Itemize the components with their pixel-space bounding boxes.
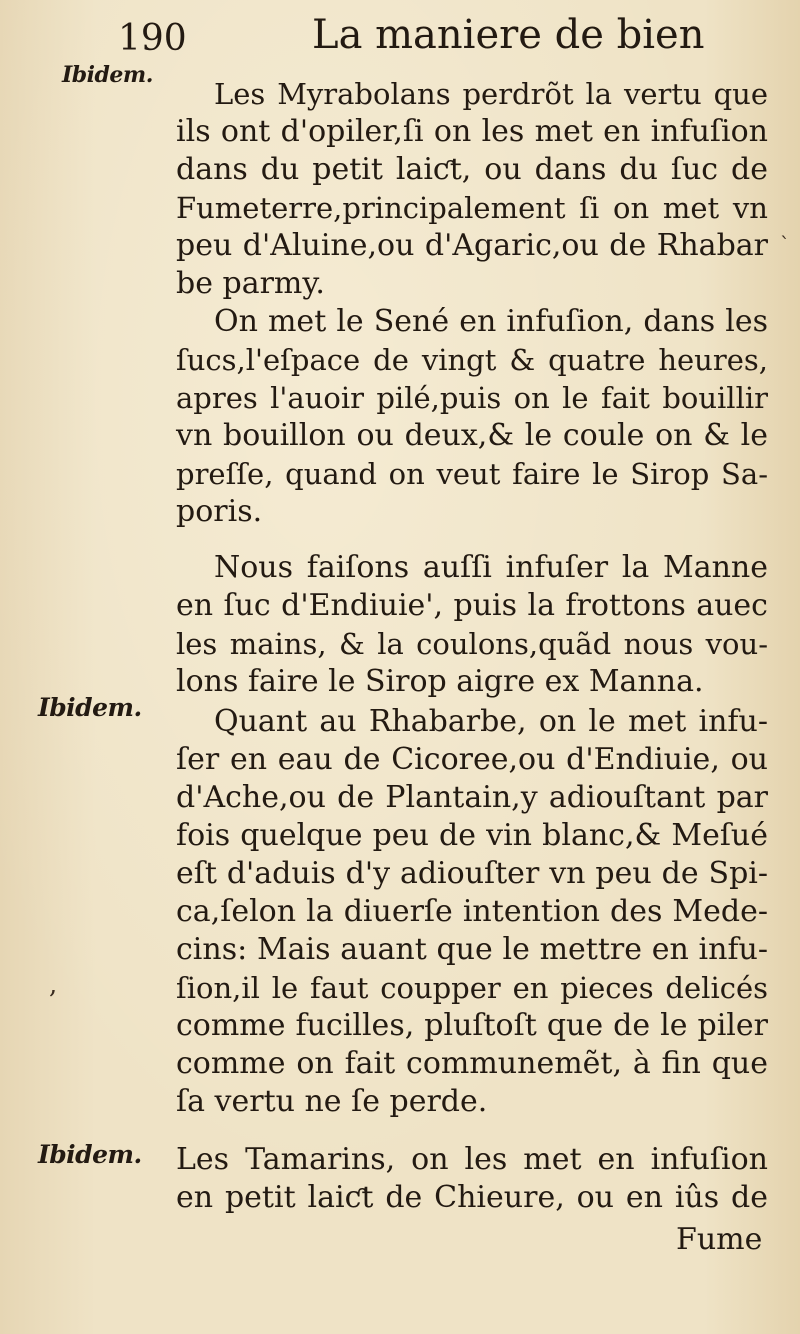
stray-mark: , bbox=[49, 970, 58, 1000]
text-line: Fumeterre,principalement ſi on met vn bbox=[176, 191, 768, 225]
text-line: comme on fait communemẽt, à fin que bbox=[176, 1046, 768, 1081]
text-line: d'Ache,ou de Plantain,y adiouſtant par bbox=[176, 780, 768, 815]
running-title: La maniere de bien bbox=[312, 12, 705, 58]
text-line: ils ont d'opiler,ſi on les met en infuſion bbox=[176, 114, 768, 149]
text-line: Quant au Rhabarbe, on le met infu- bbox=[214, 704, 768, 739]
text-line: ſer en eau de Cicoree,ou d'Endiuie, ou bbox=[176, 742, 768, 777]
text-line: vn bouillon ou deux,& le coule on & le bbox=[176, 418, 768, 453]
text-line: ſucs,l'eſpace de vingt & quatre heures, bbox=[176, 343, 768, 377]
text-line: comme fucilles, pluſtoſt que de le piler bbox=[176, 1008, 768, 1043]
text-line: Nous faiſons auſſi infuſer la Manne bbox=[214, 550, 768, 585]
margin-note: Ibidem. bbox=[38, 693, 142, 722]
text-line: eſt d'aduis d'y adiouſter vn peu de Spi- bbox=[176, 856, 768, 891]
margin-note: Ibidem. bbox=[38, 1140, 142, 1169]
text-line: en petit laiƈt de Chieure, ou en iûs de bbox=[176, 1180, 768, 1215]
text-line: be parmy. bbox=[176, 266, 325, 301]
text-line: Les Tamarins, on les met en infuſion bbox=[176, 1142, 768, 1177]
text-line: Les Myrabolans perdrõt la vertu que bbox=[214, 77, 768, 111]
page-number: 190 bbox=[118, 18, 187, 59]
text-line: fois quelque peu de vin blanc,& Meſué bbox=[176, 818, 768, 853]
text-line: cins: Mais auant que le mettre en infu- bbox=[176, 932, 768, 967]
catchword: Fume bbox=[676, 1222, 763, 1257]
stray-mark: ` bbox=[780, 232, 790, 256]
text-line: apres l'auoir pilé,puis on le fait bouillir bbox=[176, 381, 768, 415]
text-line: ca,ſelon la diuerſe intention des Mede- bbox=[176, 894, 768, 929]
text-line: ſa vertu ne ſe perde. bbox=[176, 1084, 488, 1119]
text-line: poris. bbox=[176, 494, 263, 529]
margin-note: Ibidem. bbox=[62, 62, 153, 88]
text-line: peu d'Aluine,ou d'Agaric,ou de Rhabar bbox=[176, 228, 768, 263]
text-line: On met le Sené en infuſion, dans les bbox=[214, 304, 768, 339]
text-line: lons faire le Sirop aigre ex Manna. bbox=[176, 664, 704, 699]
text-line: dans du petit laiƈt, ou dans du ſuc de bbox=[176, 152, 768, 187]
text-line: en ſuc d'Endiuie', puis la frottons auec bbox=[176, 588, 768, 623]
text-line: ſion,il le faut coupper en pieces delicés bbox=[176, 971, 768, 1005]
page-header bbox=[0, 12, 800, 62]
text-line: preſſe, quand on veut faire le Sirop Sa- bbox=[176, 457, 768, 491]
text-line: les mains, & la coulons,quãd nous vou- bbox=[176, 627, 768, 661]
